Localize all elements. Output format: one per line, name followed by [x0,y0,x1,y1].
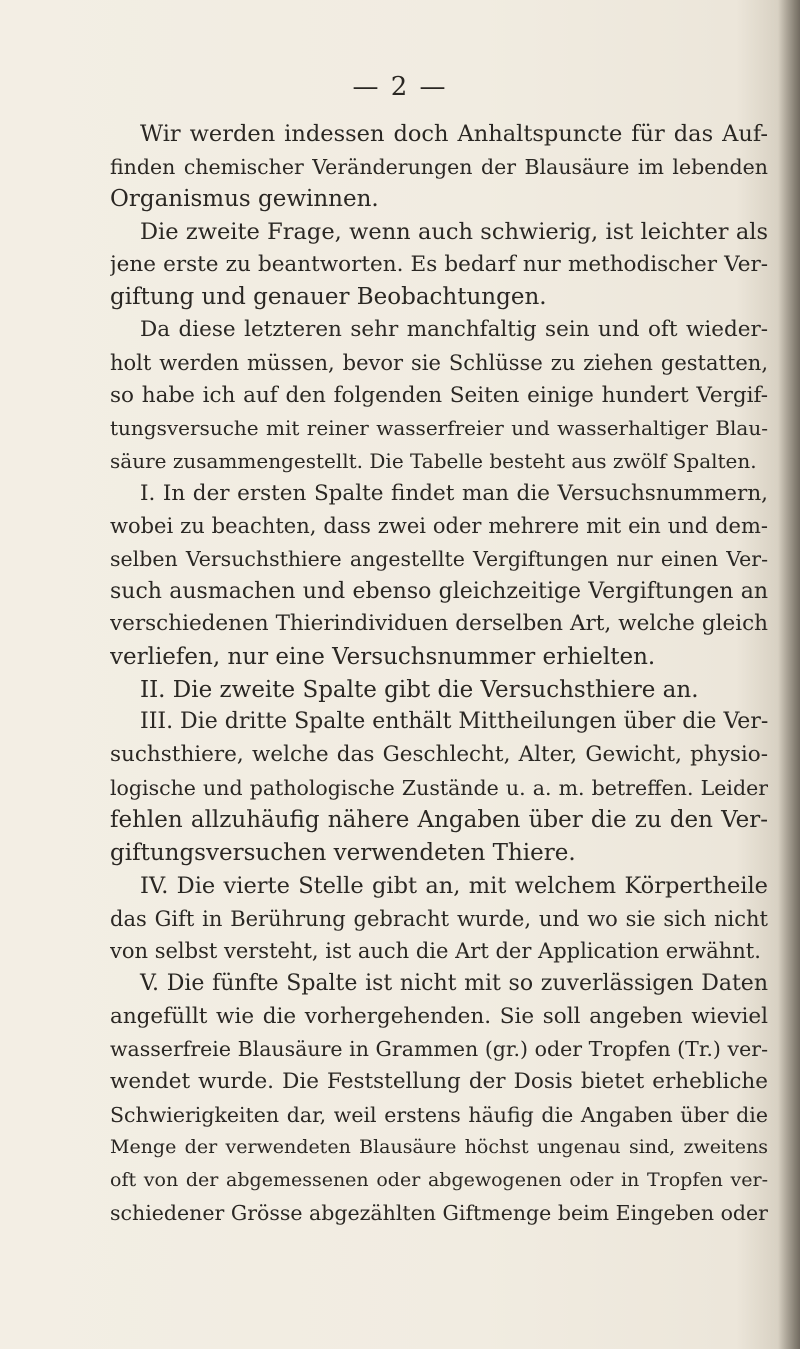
body-text [110,118,768,1229]
text-line: jene erste zu beantworten. Es bedarf nur methodischer Ver- [110,251,768,277]
text-line: Schwierigkeiten dar, weil erstens häufig die Angaben über die [110,1102,768,1127]
text-line: selben Versuchsthiere angestellte Vergiftungen nur einen Ver- [110,546,768,571]
text-line: holt werden müssen, bevor sie Schlüsse zu ziehen gestatten, [110,350,768,375]
text-line: Die zweite Frage, wenn auch schwierig, ist leichter als [140,219,768,246]
text-line: von selbst versteht, ist auch die Art der Application erwähnt. [110,939,761,964]
text-line: Da diese letzteren sehr manchfaltig sein und oft wieder- [140,317,768,343]
page-edge-shadow [778,0,800,1349]
text-line: IV. Die vierte Stelle gibt an, mit welchem Körpertheile [140,872,768,899]
text-line: I. In der ersten Spalte findet man die Versuchsnummern, [140,480,768,506]
text-line: Wir werden indessen doch Anhaltspuncte für das Auf- [140,121,768,147]
text-line: suchsthiere, welche das Geschlecht, Alter, Gewicht, physio- [110,742,768,768]
text-line: logische und pathologische Zustände u. a. m. betreffen. Leider [110,775,768,800]
text-line: schiedener Grösse abgezählten Giftmenge beim Eingeben oder [110,1200,768,1225]
text-line: V. Die fünfte Spalte ist nicht mit so zuverlässigen Daten [140,970,768,996]
text-line: giftungsversuchen verwendeten Thiere. [110,840,576,867]
text-line: giftung und genauer Beobachtungen. [110,284,547,311]
text-line: säure zusammengestellt. Die Tabelle besteht aus zwölf Spalten. [110,448,757,473]
text-line: Menge der verwendeten Blausäure höchst ungenau sind, zweitens [110,1136,768,1159]
text-line: verschiedenen Thierindividuen derselben Art, welche gleich [110,611,768,637]
text-line: II. Die zweite Spalte gibt die Versuchsthiere an. [140,676,699,703]
text-line: angefüllt wie die vorhergehenden. Sie soll angeben wieviel [110,1003,768,1029]
text-line: wobei zu beachten, dass zwei oder mehrere mit ein und dem- [110,514,768,539]
text-line: oft von der abgemessenen oder abgewogenen oder in Tropfen ver- [110,1169,768,1191]
text-line: verliefen, nur eine Versuchsnummer erhielten. [110,644,656,670]
text-line: wendet wurde. Die Feststellung der Dosis bietet erhebliche [110,1068,768,1094]
text-line: III. Die dritte Spalte enthält Mittheilungen über die Ver- [140,709,768,735]
text-line: das Gift in Berührung gebracht wurde, und wo sie sich nicht [110,906,768,931]
text-line: so habe ich auf den folgenden Seiten einige hundert Vergif- [110,382,768,408]
text-line: finden chemischer Veränderungen der Blausäure im lebenden [110,154,768,179]
text-line: Organismus gewinnen. [110,186,379,213]
text-line: such ausmachen und ebenso gleichzeitige Vergiftungen an [110,578,768,604]
page-number: — 2 — [352,72,448,102]
text-line: wasserfreie Blausäure in Grammen (gr.) oder Tropfen (Tr.) ver- [110,1037,768,1062]
text-line: fehlen allzuhäufig nähere Angaben über die zu den Ver- [110,807,768,834]
text-line: tungsversuche mit reiner wasserfreier und wasserhaltiger Blau- [110,416,768,441]
